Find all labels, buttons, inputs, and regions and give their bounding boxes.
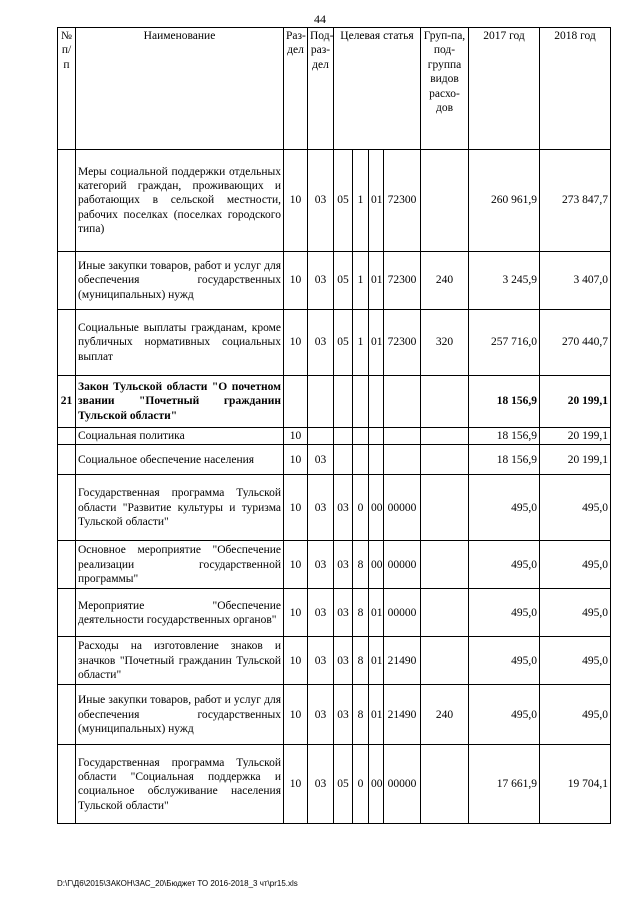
row-expense-group xyxy=(421,745,469,824)
row-amount-2018: 3 407,0 xyxy=(540,252,611,310)
table-row xyxy=(58,376,611,428)
row-expense-group xyxy=(421,376,469,428)
row-target-program xyxy=(334,428,353,445)
row-target-subprogram: 0 xyxy=(353,745,369,824)
row-target-subprogram: 8 xyxy=(353,637,369,685)
row-expense-group: 240 xyxy=(421,685,469,745)
table-row xyxy=(58,445,611,475)
row-expense-group xyxy=(421,150,469,252)
row-amount-2018: 495,0 xyxy=(540,541,611,589)
row-target-program: 03 xyxy=(334,589,353,637)
row-number xyxy=(58,445,76,475)
table-row xyxy=(58,589,611,637)
table-row xyxy=(58,475,611,541)
row-amount-2017: 495,0 xyxy=(469,475,540,541)
table-body xyxy=(58,150,611,824)
row-number xyxy=(58,428,76,445)
row-amount-2017: 260 961,9 xyxy=(469,150,540,252)
row-amount-2018: 19 704,1 xyxy=(540,745,611,824)
row-target-subprogram: 1 xyxy=(353,252,369,310)
row-target-event xyxy=(369,428,384,445)
row-target-subprogram: 8 xyxy=(353,685,369,745)
row-number: 21 xyxy=(58,376,76,428)
row-target-subprogram: 1 xyxy=(353,150,369,252)
row-amount-2018: 270 440,7 xyxy=(540,310,611,376)
row-razdel xyxy=(284,376,308,428)
row-amount-2017: 18 156,9 xyxy=(469,376,540,428)
row-expense-group xyxy=(421,475,469,541)
row-target-event: 01 xyxy=(369,150,384,252)
row-target-program: 03 xyxy=(334,637,353,685)
row-target-direction: 72300 xyxy=(384,150,421,252)
row-target-program xyxy=(334,376,353,428)
row-target-direction: 21490 xyxy=(384,637,421,685)
row-target-direction xyxy=(384,428,421,445)
row-target-program xyxy=(334,445,353,475)
row-amount-2018: 20 199,1 xyxy=(540,376,611,428)
row-target-program: 05 xyxy=(334,150,353,252)
row-podrazdel: 03 xyxy=(308,310,334,376)
row-razdel: 10 xyxy=(284,428,308,445)
table-row xyxy=(58,428,611,445)
header-target-article: Целевая статья xyxy=(334,28,421,150)
row-expense-group xyxy=(421,589,469,637)
row-target-subprogram xyxy=(353,376,369,428)
row-number xyxy=(58,541,76,589)
row-target-event: 00 xyxy=(369,475,384,541)
row-amount-2017: 495,0 xyxy=(469,541,540,589)
row-amount-2017: 3 245,9 xyxy=(469,252,540,310)
table-row xyxy=(58,685,611,745)
row-podrazdel: 03 xyxy=(308,637,334,685)
table-row xyxy=(58,252,611,310)
file-path-footer: D:\Г\Д6\2015\ЗАКОН\ЗАС_20\Бюджет ТО 2016-2018_3 чт\pr15.xls xyxy=(57,879,298,888)
row-target-subprogram: 8 xyxy=(353,541,369,589)
row-target-direction xyxy=(384,445,421,475)
row-razdel: 10 xyxy=(284,475,308,541)
row-number xyxy=(58,252,76,310)
row-target-event: 01 xyxy=(369,589,384,637)
row-amount-2018: 20 199,1 xyxy=(540,445,611,475)
row-name: Социальное обеспечение населения xyxy=(76,445,284,475)
row-target-event: 00 xyxy=(369,745,384,824)
row-podrazdel: 03 xyxy=(308,589,334,637)
row-name: Социальная политика xyxy=(76,428,284,445)
row-podrazdel: 03 xyxy=(308,252,334,310)
row-target-subprogram: 1 xyxy=(353,310,369,376)
row-target-event: 01 xyxy=(369,252,384,310)
row-podrazdel: 03 xyxy=(308,685,334,745)
row-name: Расходы на изготовление знаков и значков "Почетный гражданин Тульской области" xyxy=(76,637,284,685)
table-row xyxy=(58,150,611,252)
row-podrazdel: 03 xyxy=(308,541,334,589)
row-podrazdel: 03 xyxy=(308,150,334,252)
row-name: Иные закупки товаров, работ и услуг для обеспечения государственных (муниципальных) нужд xyxy=(76,252,284,310)
row-amount-2018: 495,0 xyxy=(540,475,611,541)
table-row xyxy=(58,637,611,685)
row-name: Закон Тульской области "О почетном звании "Почетный гражданин Тульской области" xyxy=(76,376,284,428)
header-podrazdel: Под-раз-дел xyxy=(308,28,334,150)
row-amount-2018: 495,0 xyxy=(540,685,611,745)
budget-table xyxy=(57,27,611,824)
row-target-direction: 21490 xyxy=(384,685,421,745)
row-number xyxy=(58,685,76,745)
row-number xyxy=(58,589,76,637)
row-razdel: 10 xyxy=(284,745,308,824)
row-target-direction: 72300 xyxy=(384,310,421,376)
row-expense-group xyxy=(421,428,469,445)
row-target-event: 01 xyxy=(369,685,384,745)
row-target-program: 05 xyxy=(334,252,353,310)
header-2018: 2018 год xyxy=(540,28,611,150)
row-expense-group: 320 xyxy=(421,310,469,376)
row-target-program: 05 xyxy=(334,310,353,376)
row-expense-group xyxy=(421,541,469,589)
row-amount-2017: 495,0 xyxy=(469,685,540,745)
row-target-direction xyxy=(384,376,421,428)
row-target-program: 03 xyxy=(334,541,353,589)
row-amount-2017: 495,0 xyxy=(469,637,540,685)
row-target-subprogram xyxy=(353,428,369,445)
row-amount-2017: 17 661,9 xyxy=(469,745,540,824)
row-name: Иные закупки товаров, работ и услуг для обеспечения государственных (муниципальных) нужд xyxy=(76,685,284,745)
row-target-event: 01 xyxy=(369,637,384,685)
table-row xyxy=(58,745,611,824)
header-num: № п/ п xyxy=(58,28,76,150)
row-razdel: 10 xyxy=(284,310,308,376)
row-target-direction: 00000 xyxy=(384,589,421,637)
row-amount-2018: 20 199,1 xyxy=(540,428,611,445)
row-podrazdel xyxy=(308,428,334,445)
row-name: Государственная программа Тульской области "Развитие культуры и туризма Тульской области" xyxy=(76,475,284,541)
table-header-row xyxy=(58,28,611,150)
row-number xyxy=(58,637,76,685)
row-podrazdel: 03 xyxy=(308,445,334,475)
header-expense-group: Груп-па, под-группа видов расхо-дов xyxy=(421,28,469,150)
row-target-direction: 00000 xyxy=(384,745,421,824)
page-number: 44 xyxy=(314,12,326,26)
row-podrazdel: 03 xyxy=(308,475,334,541)
header-razdel: Раз-дел xyxy=(284,28,308,150)
row-razdel: 10 xyxy=(284,637,308,685)
row-amount-2017: 18 156,9 xyxy=(469,445,540,475)
row-name: Государственная программа Тульской области "Социальная поддержка и социальное обслуживание населения Тульской области" xyxy=(76,745,284,824)
row-razdel: 10 xyxy=(284,445,308,475)
row-amount-2018: 495,0 xyxy=(540,637,611,685)
row-razdel: 10 xyxy=(284,541,308,589)
row-number xyxy=(58,310,76,376)
row-target-subprogram: 8 xyxy=(353,589,369,637)
row-razdel: 10 xyxy=(284,685,308,745)
row-razdel: 10 xyxy=(284,589,308,637)
row-razdel: 10 xyxy=(284,150,308,252)
row-podrazdel: 03 xyxy=(308,745,334,824)
row-target-subprogram xyxy=(353,445,369,475)
row-target-event: 01 xyxy=(369,310,384,376)
table-row xyxy=(58,310,611,376)
row-number xyxy=(58,475,76,541)
row-target-direction: 00000 xyxy=(384,541,421,589)
row-expense-group: 240 xyxy=(421,252,469,310)
row-amount-2018: 495,0 xyxy=(540,589,611,637)
row-target-program: 05 xyxy=(334,745,353,824)
row-razdel: 10 xyxy=(284,252,308,310)
row-name: Мероприятие "Обеспечение деятельности государственных органов" xyxy=(76,589,284,637)
row-podrazdel xyxy=(308,376,334,428)
row-name: Социальные выплаты гражданам, кроме публичных нормативных социальных выплат xyxy=(76,310,284,376)
table-row xyxy=(58,541,611,589)
row-target-event xyxy=(369,445,384,475)
row-target-subprogram: 0 xyxy=(353,475,369,541)
header-name: Наименование xyxy=(76,28,284,150)
row-target-program: 03 xyxy=(334,685,353,745)
row-amount-2017: 257 716,0 xyxy=(469,310,540,376)
row-name: Меры социальной поддержки отдельных категорий граждан, проживающих и работающих в сельской местности, рабочих поселках (поселках городского типа) xyxy=(76,150,284,252)
row-number xyxy=(58,150,76,252)
row-number xyxy=(58,745,76,824)
row-name: Основное мероприятие "Обеспечение реализации государственной программы" xyxy=(76,541,284,589)
row-amount-2018: 273 847,7 xyxy=(540,150,611,252)
row-target-program: 03 xyxy=(334,475,353,541)
row-amount-2017: 18 156,9 xyxy=(469,428,540,445)
row-expense-group xyxy=(421,445,469,475)
row-target-direction: 00000 xyxy=(384,475,421,541)
row-expense-group xyxy=(421,637,469,685)
row-amount-2017: 495,0 xyxy=(469,589,540,637)
row-target-event: 00 xyxy=(369,541,384,589)
row-target-direction: 72300 xyxy=(384,252,421,310)
row-target-event xyxy=(369,376,384,428)
header-2017: 2017 год xyxy=(469,28,540,150)
